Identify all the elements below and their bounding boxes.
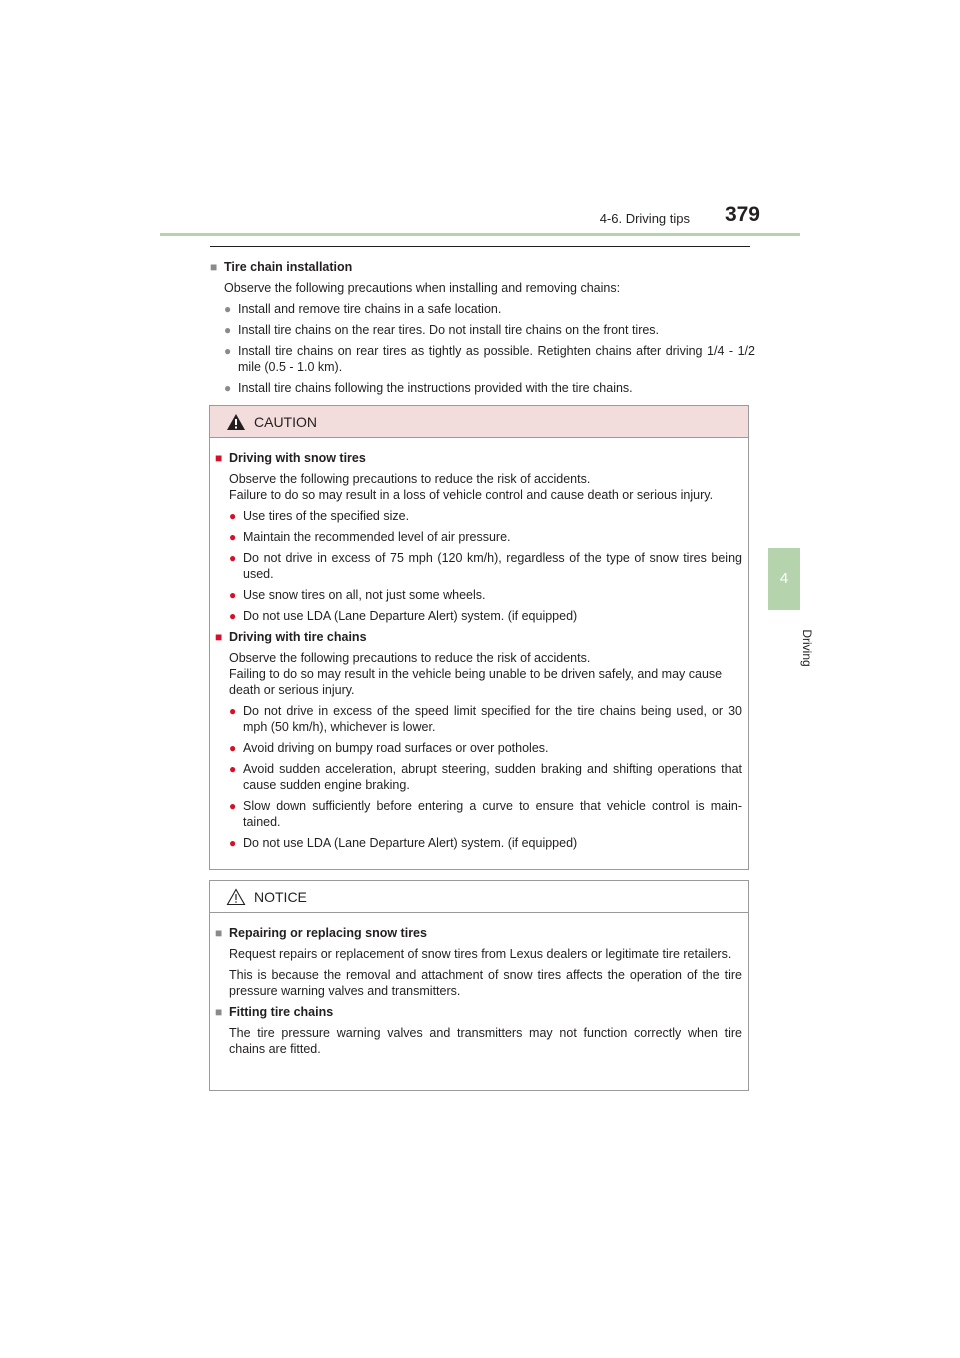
content-top-rule [210,246,750,247]
list-item: ● Do not drive in excess of the speed limit specified for the tire chains being used, or 30 mph (50 km/h), whichever is lower. [229,704,742,734]
bullet-dot-icon: ● [224,381,232,395]
caution-title: CAUTION [254,413,317,430]
bullet-dot-icon: ● [229,609,237,623]
caution-body [210,438,748,851]
notice-box [209,880,749,1091]
list-item: ● Maintain the recommended level of air pressure. [229,530,511,544]
warning-triangle-outline-icon [226,888,246,906]
section-heading: ■ Fitting tire chains [215,1005,334,1019]
list-item: ● Do not use LDA (Lane Departure Alert) system. (if equipped) [229,836,578,850]
notice-title: NOTICE [254,888,307,905]
chapter-tab[interactable] [768,548,800,610]
body-text: The tire pressure warning valves and transmitters may not function correctly when tire chains are fitted. [229,1026,742,1056]
list-item: ● Use tires of the specified size. [229,509,410,523]
bullet-dot-icon: ● [229,704,237,718]
bullet-dot-icon: ● [229,588,237,602]
body-text: Observe the following precautions when installing and removing chains: [224,281,621,295]
list-item: ● Install tire chains on the rear tires. Do not install tire chains on the front tires. [224,323,660,337]
bullet-dot-icon: ● [229,836,237,850]
square-bullet-icon: ■ [215,1005,223,1019]
square-bullet-icon: ■ [215,451,223,465]
header-rule [160,233,800,236]
list-item: ● Install tire chains following the instructions provided with the tire chains. [224,381,633,395]
notice-header [210,881,748,913]
bullet-dot-icon: ● [229,799,237,813]
bullet-dot-icon: ● [229,509,237,523]
list-item: ● Slow down sufficiently before entering a curve to ensure that vehicle control is main-tained. [229,799,742,829]
bullet-dot-icon: ● [229,530,237,544]
list-item: ● Avoid sudden acceleration, abrupt steering, sudden braking and shifting operations that cause sudden engine braking. [229,762,742,792]
square-bullet-icon: ■ [215,926,223,940]
bullet-dot-icon: ● [224,302,232,316]
warning-triangle-icon [226,413,246,431]
chapter-label: Driving [800,629,814,667]
bullet-dot-icon: ● [229,741,237,755]
section-heading: ■ Tire chain installation [210,260,353,274]
list-item: ● Do not drive in excess of 75 mph (120 km/h), regardless of the type of snow tires being used. [229,551,742,581]
body-text: Observe the following precautions to reduce the risk of accidents. Failure to do so may result in a loss of vehicle control and cause death or serious injury. [229,472,714,502]
body-text: Request repairs or replacement of snow tires from Lexus dealers or legitimate tire retailers. [229,947,732,961]
section-heading: ■ Driving with snow tires [215,451,366,465]
list-item: ● Avoid driving on bumpy road surfaces or over potholes. [229,741,549,755]
page-number: 379 [724,203,760,226]
body-text: This is because the removal and attachment of snow tires affects the operation of the tire pressure warning valves and transmitters. [229,968,742,998]
chapter-label-container [768,618,814,678]
tire-chain-installation-section [210,259,755,401]
bullet-dot-icon: ● [224,323,232,337]
notice-body [210,913,748,1057]
bullet-dot-icon: ● [224,344,232,358]
chapter-number: 4 [779,570,789,587]
bullet-dot-icon: ● [229,762,237,776]
body-text: Observe the following precautions to reduce the risk of accidents. Failing to do so may result in the vehicle being unable to be driven safely, and may cause death or serious injury. [229,651,723,697]
list-item: ● Install and remove tire chains in a safe location. [224,302,502,316]
square-bullet-icon: ■ [210,260,218,274]
section-heading: ■ Driving with tire chains [215,630,367,644]
section-heading: ■ Repairing or replacing snow tires [215,926,427,940]
bullet-dot-icon: ● [229,551,237,565]
caution-box [209,405,749,870]
square-bullet-icon: ■ [215,630,223,644]
list-item: ● Install tire chains on rear tires as tightly as possible. Retighten chains after driving 1/4 - 1/2 mile (0.5 - 1.0 km). [224,344,755,374]
section-title: 4-6. Driving tips [599,211,690,226]
caution-header [210,406,748,438]
list-item: ● Use snow tires on all, not just some wheels. [229,588,486,602]
list-item: ● Do not use LDA (Lane Departure Alert) system. (if equipped) [229,609,578,623]
